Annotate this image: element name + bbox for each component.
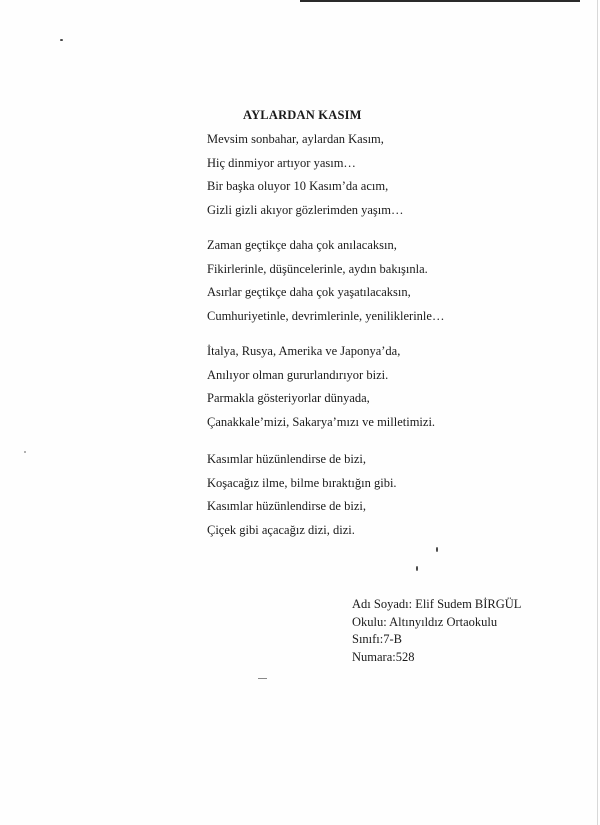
scan-edge-line [597,0,598,825]
poem-line: Parmakla gösteriyorlar dünyada, [207,391,370,405]
poem-line: Kasımlar hüzünlendirse de bizi, [207,499,366,513]
poem-line: Mevsim sonbahar, aylardan Kasım, [207,132,384,146]
scan-speck [60,39,63,41]
scan-speck [24,451,26,453]
poem-stanza [207,448,397,542]
poem-line: Koşacağız ilme, bilme bıraktığın gibi. [207,475,397,490]
author-number: Numara:528 [352,649,415,664]
poem-line: Çanakkale’mizi, Sakarya’mızı ve milletimizi. [207,414,436,429]
poem-stanza [207,234,444,328]
poem-line: İtalya, Rusya, Amerika ve Japonya’da, [207,344,401,358]
poem-stanza [207,128,403,222]
poem-line: Cumhuriyetinle, devrimlerinle, yeniliklerinle… [207,308,445,323]
author-class: Sınıfı:7-B [352,632,403,646]
poem-line: Bir başka oluyor 10 Kasım’da acım, [207,179,389,193]
scan-speck [436,547,438,552]
poem-title: AYLARDAN KASIM [243,108,362,122]
poem-line: Gizli gizli akıyor gözlerimden yaşım… [207,202,404,217]
scan-speck [258,678,267,679]
author-school: Okulu: Altınyıldız Ortaokulu [352,614,498,629]
poem-line: Anılıyor olman gururlandırıyor bizi. [207,367,389,382]
poem-line: Asırlar geçtikçe daha çok yaşatılacaksın, [207,285,411,299]
poem-line: Fikirlerinle, düşüncelerinle, aydın bakışınla. [207,261,428,276]
scan-edge-line [300,0,580,2]
poem-line: Hiç dinmiyor artıyor yasım… [207,155,356,170]
poem-line: Zaman geçtikçe daha çok anılacaksın, [207,238,397,252]
poem-stanza [207,340,435,434]
author-name: Adı Soyadı: Elif Sudem BİRGÜL [352,597,522,611]
poem-line: Çiçek gibi açacağız dizi, dizi. [207,522,355,537]
poem-line: Kasımlar hüzünlendirse de bizi, [207,452,366,466]
scan-speck [416,566,418,571]
author-signature-block [352,596,521,666]
